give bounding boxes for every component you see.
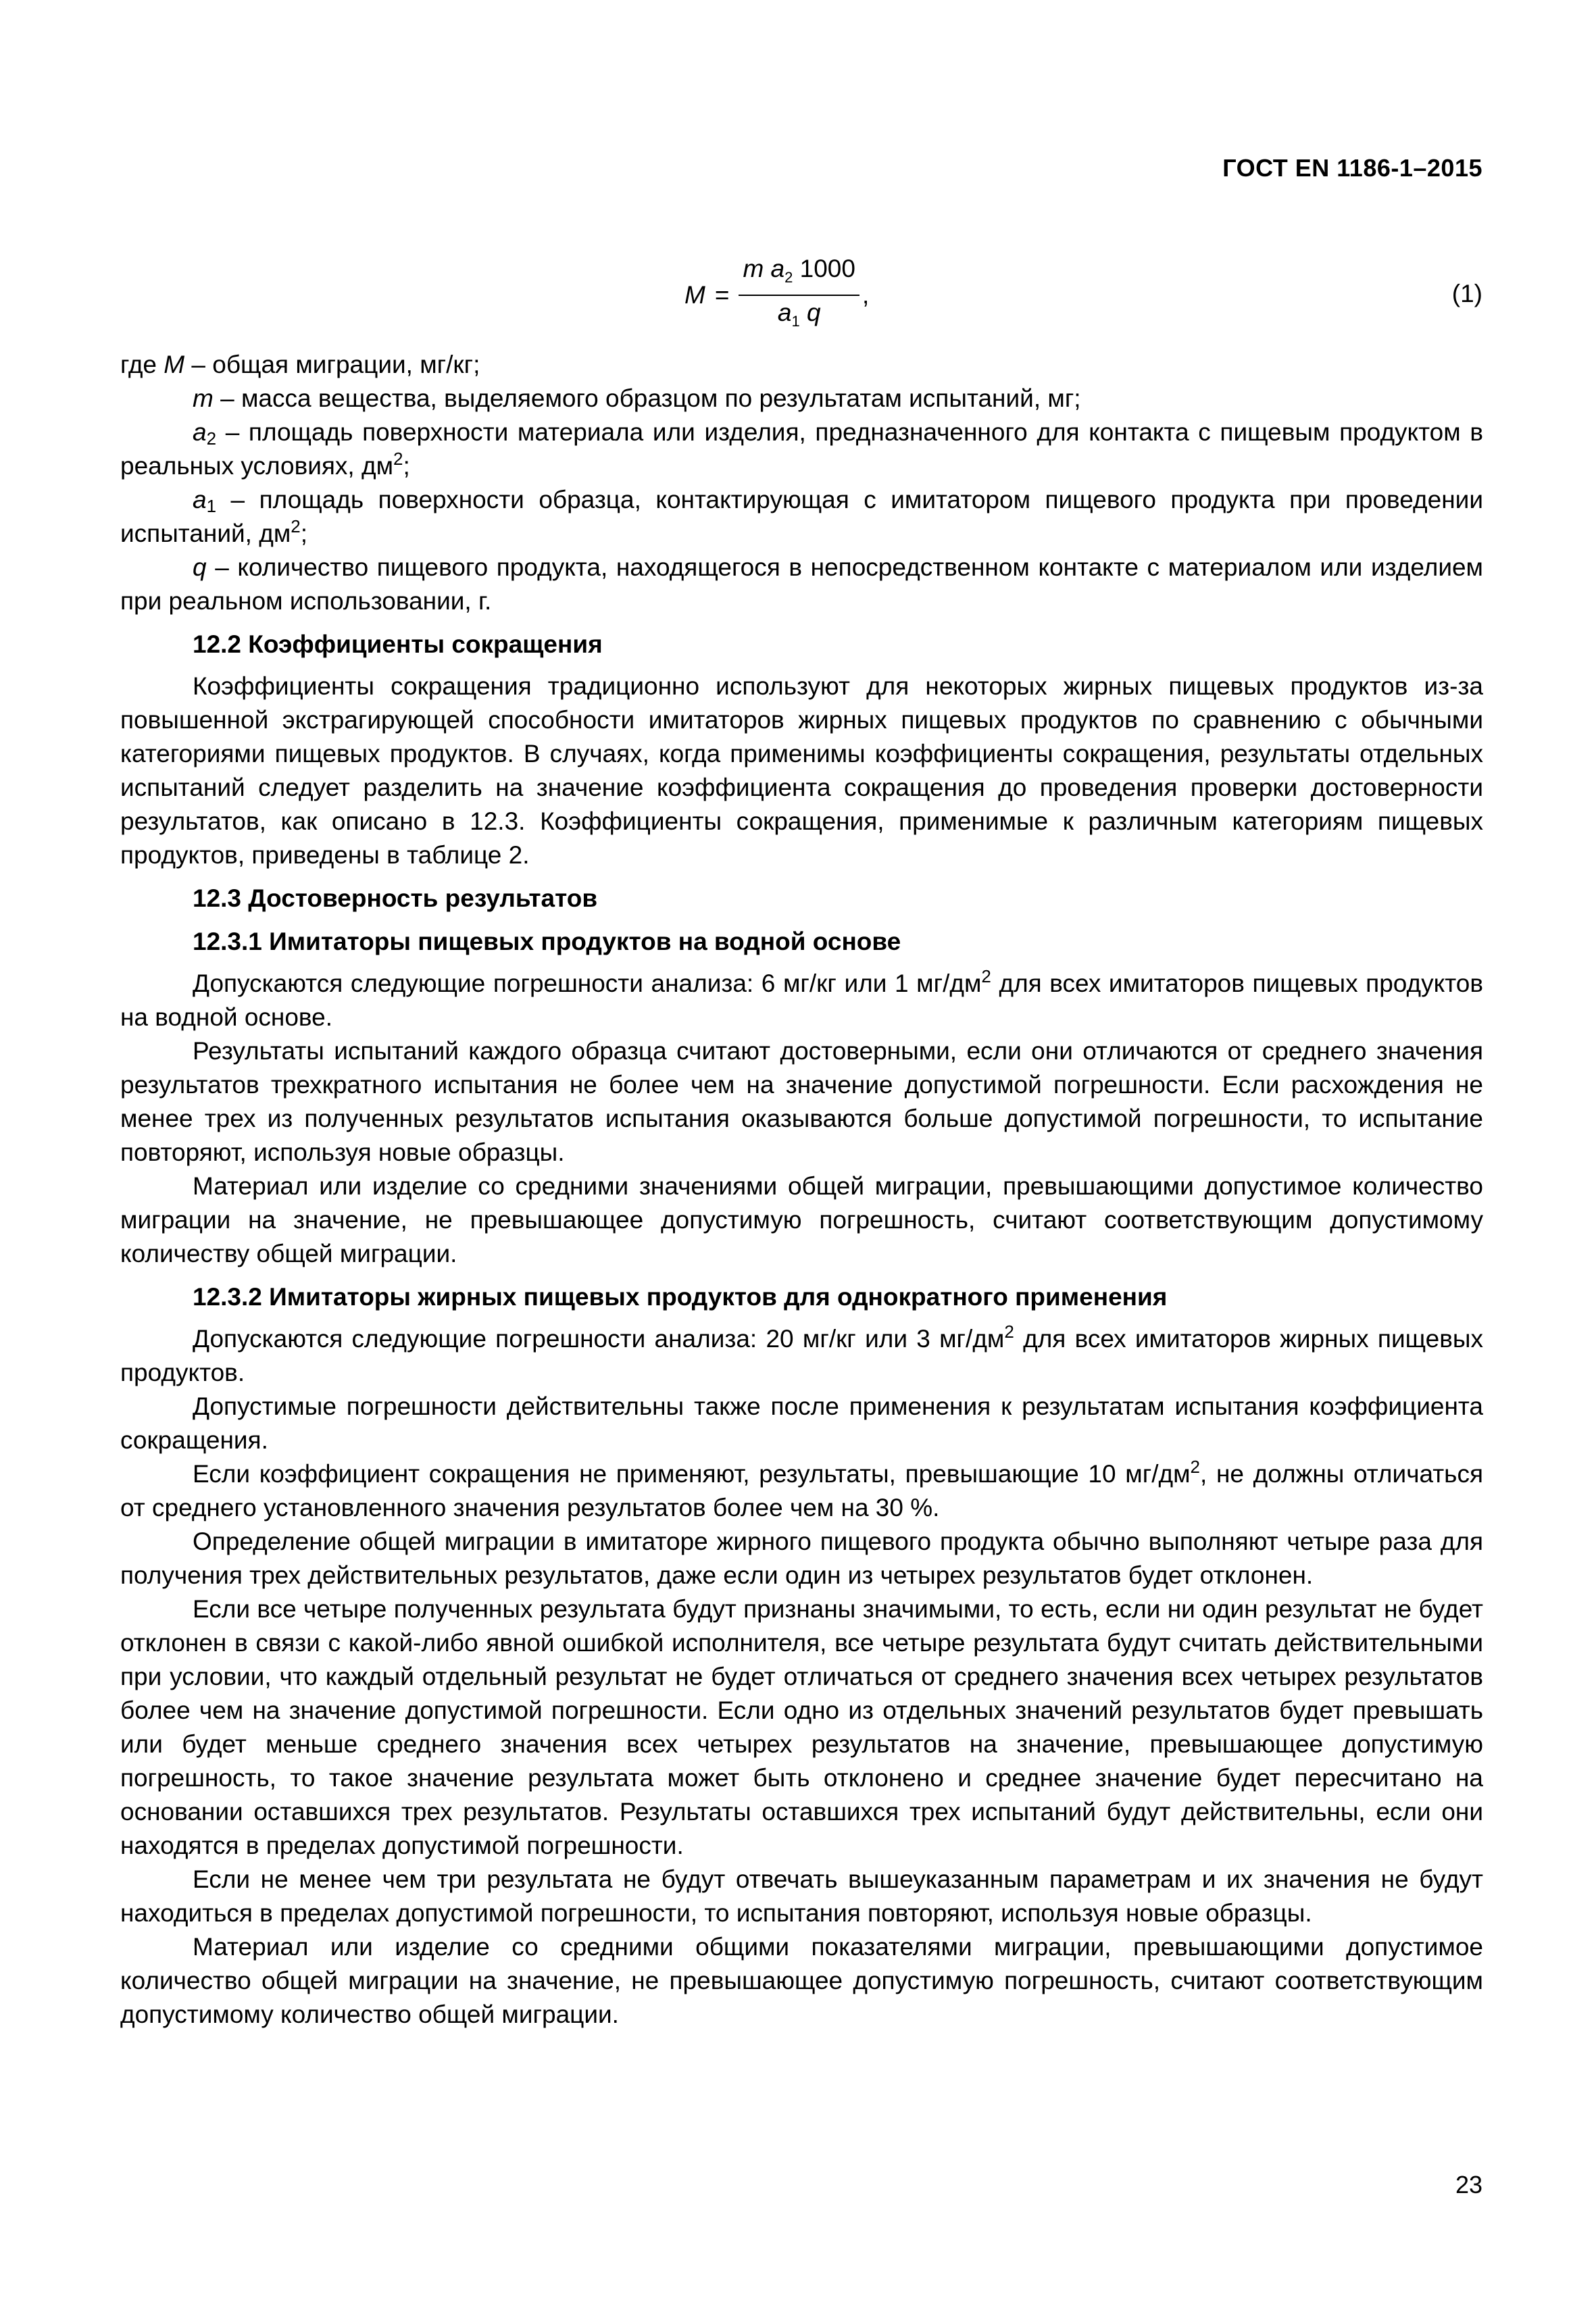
section-12-3-2-paragraph-6: Если не менее чем три результата не будут отвечать вышеуказанным параметрам и их значения не будут находиться в пределах допустимой погрешности, то испытания повторяют, используя новые образцы. xyxy=(120,1865,1483,1927)
legend-M-symbol: M xyxy=(164,351,185,378)
formula-numerator xyxy=(739,253,859,293)
section-12-2-paragraph-1: Коэффициенты сокращения традиционно используют для некоторых жирных пищевых продуктов из-за повышенной экстрагирующей способности имитаторов жирных пищевых продуктов по сравнению с обычными категориями пищевых продуктов. В случаях, когда применимы коэффициенты сокращения, результаты отдельных испытаний следует разделить на значение коэффициента сокращения до проведения проверки достоверности результатов, как описано в 12.3. Коэффициенты сокращения, применимые к различным категориям пищевых продуктов, приведены в таблице 2. xyxy=(120,672,1483,869)
formula-lhs: M xyxy=(684,281,705,309)
legend-a1-text: – площадь поверхности образца, контактирующая с имитатором пищевого продукта при проведении испытаний, дм xyxy=(120,486,1483,547)
section-12-3-2-paragraph-2: Допустимые погрешности действительны также после применения к результатам испытания коэффициента сокращения. xyxy=(120,1392,1483,1454)
formula-comma: , xyxy=(862,281,870,309)
legend-where-word: где xyxy=(120,351,157,378)
denominator-a-sub: 1 xyxy=(791,313,800,330)
section-12-3-2-paragraph-3 xyxy=(120,1457,1483,1525)
s1232-p1-after: для всех имитаторов жирных пищевых продуктов. xyxy=(120,1325,1483,1386)
legend-a1-sup: 2 xyxy=(291,516,301,536)
s1232-p1-sup: 2 xyxy=(1004,1322,1014,1342)
numerator-a: a xyxy=(770,255,785,282)
legend-m-symbol: m xyxy=(193,384,214,412)
s1231-p1-after: для всех имитаторов пищевых продуктов на водной основе. xyxy=(120,970,1484,1031)
formula-fraction xyxy=(739,253,859,337)
legend-q xyxy=(120,551,1483,618)
s1232-p3-sup: 2 xyxy=(1190,1457,1200,1477)
s1231-p1-sup: 2 xyxy=(981,966,991,986)
legend-a2-text: – площадь поверхности материала или изделия, предназначенного для контакта с пищевым продуктом в реальных условиях, дм xyxy=(120,418,1483,480)
legend-q-symbol: q xyxy=(193,553,207,581)
s1232-p3-before: Если коэффициент сокращения не применяют, результаты, превышающие 10 мг/дм xyxy=(193,1460,1191,1488)
section-12-3-1-paragraph-2: Результаты испытаний каждого образца считают достоверными, если они отличаются от среднего значения результатов трехкратного испытания не более чем на значение допустимой погрешности. Если расхождения не менее трех из полученных результатов испытания оказываются больше допустимой погрешности, то испытание повторяют, используя новые образцы. xyxy=(120,1037,1483,1166)
formula-block xyxy=(0,251,1596,339)
numerator-m: m xyxy=(743,255,764,282)
denominator-a: a xyxy=(777,299,792,326)
document-code: ГОСТ EN 1186-1–2015 xyxy=(1222,154,1482,182)
legend-a1-sub: 1 xyxy=(206,496,217,516)
legend-a1 xyxy=(120,483,1483,551)
migration-formula xyxy=(684,251,869,339)
formula-equals: = xyxy=(714,281,730,309)
legend-M xyxy=(120,348,1483,382)
section-12-3-2-title: 12.3.2 Имитаторы жирных пищевых продуктов для однократного применения xyxy=(193,1283,1168,1311)
document-body xyxy=(120,348,1483,2032)
section-12-3-2-paragraph-1 xyxy=(120,1322,1483,1390)
s1232-p3-after: , не должны отличаться от среднего установленного значения результатов более чем на 30 %. xyxy=(120,1460,1483,1521)
section-12-3-title: 12.3 Достоверность результатов xyxy=(193,884,598,912)
formula-number: (1) xyxy=(1451,280,1482,307)
legend-a1-symbol: a xyxy=(193,486,207,513)
section-12-2-title: 12.2 Коэффициенты сокращения xyxy=(193,630,603,658)
section-12-3-1-paragraph-1 xyxy=(120,967,1483,1034)
legend-m xyxy=(120,382,1483,416)
legend-a2-end: ; xyxy=(403,452,410,480)
s1232-p1-before: Допускаются следующие погрешности анализа: 20 мг/кг или 3 мг/дм xyxy=(193,1325,1005,1353)
section-12-3-1-title: 12.3.1 Имитаторы пищевых продуктов на водной основе xyxy=(193,928,901,955)
denominator-q: q xyxy=(806,299,821,326)
page-number: 23 xyxy=(1455,2171,1482,2198)
fraction-bar xyxy=(739,295,859,296)
legend-q-text: – количество пищевого продукта, находящегося в непосредственном контакте с материалом или изделием при реальном использовании, г. xyxy=(120,553,1483,615)
numerator-factor: 1000 xyxy=(799,255,855,282)
formula-denominator xyxy=(774,297,825,337)
section-12-3-2-paragraph-7: Материал или изделие со средними общими показателями миграции, превышающими допустимое количество общей миграции на значение, не превышающее допустимую погрешность, считают соответствующим допустимому количество общей миграции. xyxy=(120,1933,1483,2028)
section-12-3-2-paragraph-4: Определение общей миграции в имитаторе жирного пищевого продукта обычно выполняют четыре раза для получения трех действительных результатов, даже если один из четырех результатов будет отклонен. xyxy=(120,1528,1483,1589)
section-12-3-1-paragraph-3: Материал или изделие со средними значениями общей миграции, превышающими допустимое количество миграции на значение, не превышающее допустимую погрешность, считают соответствующим допустимому количеству общей миграции. xyxy=(120,1172,1483,1267)
legend-a2-sub: 2 xyxy=(206,428,217,449)
s1231-p1-before: Допускаются следующие погрешности анализа: 6 мг/кг или 1 мг/дм xyxy=(193,970,982,997)
legend-a2-symbol: a xyxy=(193,418,207,446)
numerator-a-sub: 2 xyxy=(784,269,793,286)
legend-a2 xyxy=(120,416,1483,483)
section-12-3-2-paragraph-5: Если все четыре полученных результата будут признаны значимыми, то есть, если ни один результат не будет отклонен в связи с какой-либо явной ошибкой исполнителя, все четыре результата будут считать действительными при условии, что каждый отдельный результат не будет отличаться от среднего значения всех четырех результатов более чем на значение допустимой погрешности. Если одно из отдельных значений результатов будет превышать или будет меньше среднего значения всех четырех результатов на значение, превышающее допустимую погрешность, то такое значение результата может быть отклонено и среднее значение будет пересчитано на основании оставшихся трех результатов. Результаты оставшихся трех испытаний будут действительны, если они находятся в пределах допустимой погрешности. xyxy=(120,1595,1483,1859)
legend-a1-end: ; xyxy=(300,520,308,547)
legend-m-text: – масса вещества, выделяемого образцом по результатам испытаний, мг; xyxy=(213,384,1081,412)
legend-a2-sup: 2 xyxy=(393,449,403,469)
legend-M-text: – общая миграции, мг/кг; xyxy=(184,351,480,378)
